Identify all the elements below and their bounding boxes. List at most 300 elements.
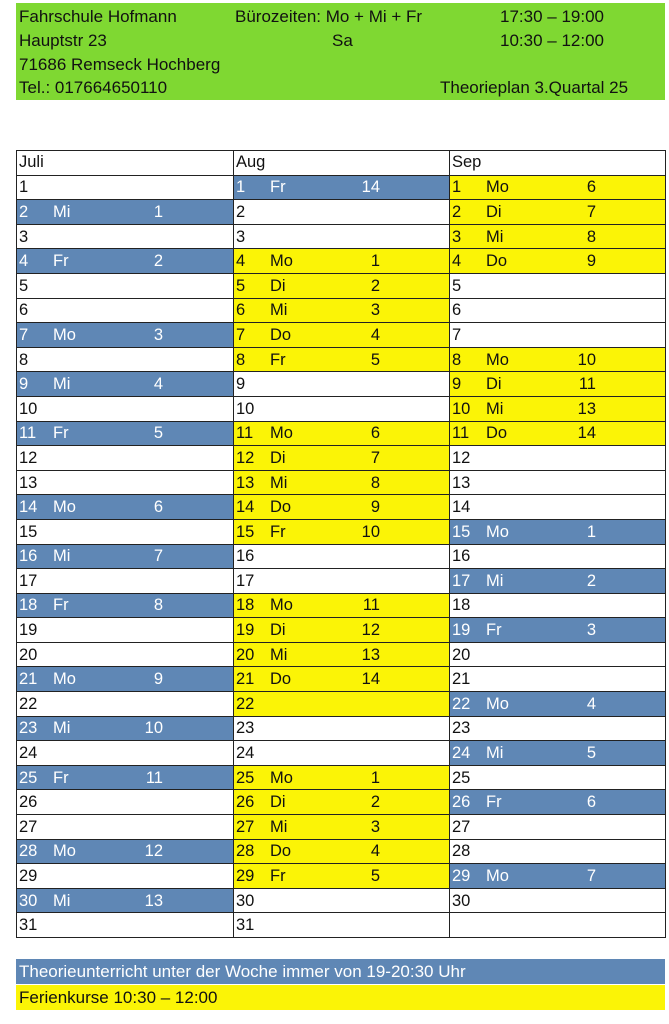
weekday: Do — [486, 252, 508, 271]
lesson-number: 2 — [153, 252, 163, 271]
weekday — [486, 817, 538, 837]
day-cell — [17, 593, 234, 618]
day-number: 9 — [19, 375, 29, 394]
lesson-number: 4 — [370, 325, 380, 344]
day-number: 9 — [236, 375, 246, 394]
day-cell — [450, 200, 666, 225]
day-cell — [450, 446, 666, 471]
calendar-row — [17, 347, 666, 372]
weekday — [53, 473, 105, 493]
weekday — [486, 595, 538, 615]
lesson-number — [322, 915, 380, 935]
calendar-table — [16, 150, 666, 938]
day-number: 20 — [452, 645, 471, 664]
day-cell — [17, 224, 234, 249]
weekday: Mo — [53, 325, 76, 344]
calendar-row — [17, 273, 666, 298]
weekday — [270, 374, 322, 394]
day-cell — [234, 347, 450, 372]
street: Hauptstr 23 — [19, 31, 107, 50]
day-number: 6 — [452, 301, 462, 320]
lesson-number: 5 — [153, 424, 163, 443]
day-cell — [450, 593, 666, 618]
city: 71686 Remseck Hochberg — [19, 55, 221, 74]
weekday: Fr — [53, 768, 69, 787]
lesson-number: 6 — [153, 498, 163, 517]
lesson-number: 5 — [370, 350, 380, 369]
day-number: 8 — [19, 350, 29, 369]
day-cell — [450, 864, 666, 889]
lesson-number: 2 — [586, 571, 596, 590]
day-number: 7 — [236, 325, 246, 344]
day-cell — [234, 495, 450, 520]
day-cell — [17, 495, 234, 520]
day-cell — [234, 323, 450, 348]
calendar-row — [17, 593, 666, 618]
day-cell — [234, 273, 450, 298]
day-number: 9 — [452, 375, 462, 394]
weekday — [53, 620, 105, 640]
weekday — [486, 300, 538, 320]
office-time-saturday: 10:30 – 12:00 — [500, 31, 604, 50]
weekday — [53, 177, 105, 197]
lesson-number — [538, 718, 596, 738]
day-cell — [17, 569, 234, 594]
weekday: Mi — [270, 817, 288, 836]
day-cell — [234, 372, 450, 397]
weekday: Do — [270, 670, 292, 689]
day-cell — [17, 347, 234, 372]
weekday — [486, 276, 538, 296]
day-cell — [17, 544, 234, 569]
weekday — [486, 841, 538, 861]
day-cell — [450, 470, 666, 495]
weekday: Mi — [53, 719, 71, 738]
day-cell — [234, 716, 450, 741]
day-number: 22 — [236, 694, 255, 713]
weekday: Mi — [486, 744, 504, 763]
weekday — [53, 399, 105, 419]
day-cell — [450, 790, 666, 815]
calendar-row — [17, 765, 666, 790]
day-cell — [450, 765, 666, 790]
lesson-number: 3 — [586, 621, 596, 640]
day-cell — [234, 888, 450, 913]
day-cell — [234, 765, 450, 790]
day-number: 12 — [19, 448, 38, 467]
day-number: 23 — [19, 719, 38, 738]
weekday: Fr — [486, 621, 502, 640]
lesson-number: 2 — [370, 793, 380, 812]
weekday — [53, 276, 105, 296]
day-number: 29 — [19, 867, 38, 886]
lesson-number: 11 — [145, 768, 163, 787]
office-time-weekdays: 17:30 – 19:00 — [500, 7, 604, 26]
day-number: 24 — [19, 744, 38, 763]
day-number: 28 — [452, 842, 471, 861]
day-number: 13 — [236, 473, 255, 492]
day-number: 17 — [452, 571, 471, 590]
day-number: 15 — [236, 522, 255, 541]
weekday: Do — [270, 325, 292, 344]
lesson-number — [105, 743, 163, 763]
lesson-number — [105, 694, 163, 714]
day-number: 16 — [19, 547, 38, 566]
lesson-number — [538, 497, 596, 517]
day-number: 3 — [19, 227, 29, 246]
lesson-number — [322, 891, 380, 911]
calendar-row — [17, 396, 666, 421]
lesson-number: 11 — [362, 596, 380, 615]
weekday-note: Theorieunterricht unter der Woche immer von 19-20:30 Uhr — [19, 962, 466, 981]
day-cell — [17, 888, 234, 913]
lesson-number: 7 — [153, 547, 163, 566]
day-cell — [234, 470, 450, 495]
day-number: 23 — [236, 719, 255, 738]
lesson-number — [538, 817, 596, 837]
lesson-number: 8 — [153, 596, 163, 615]
day-cell — [17, 421, 234, 446]
weekday: Mo — [486, 178, 509, 197]
day-number: 30 — [452, 891, 471, 910]
weekday: Fr — [270, 350, 286, 369]
weekday-note-bar — [16, 959, 665, 984]
day-number: 26 — [236, 793, 255, 812]
lesson-number — [322, 718, 380, 738]
day-number: 21 — [452, 670, 471, 689]
weekday — [53, 915, 105, 935]
day-cell — [234, 692, 450, 717]
day-cell — [17, 175, 234, 200]
day-cell — [17, 446, 234, 471]
calendar-row — [17, 175, 666, 200]
day-cell — [17, 741, 234, 766]
calendar-row — [17, 815, 666, 840]
weekday: Di — [270, 793, 286, 812]
lesson-number: 7 — [586, 867, 596, 886]
day-number: 20 — [236, 645, 255, 664]
weekday: Fr — [486, 793, 502, 812]
day-number: 18 — [452, 596, 471, 615]
day-number: 21 — [19, 670, 38, 689]
weekday — [53, 645, 105, 665]
day-number: 24 — [236, 744, 255, 763]
calendar-row — [17, 839, 666, 864]
calendar-row — [17, 642, 666, 667]
weekday: Mo — [53, 670, 76, 689]
lesson-number: 14 — [361, 178, 380, 197]
office-saturday-label: Sa — [332, 31, 353, 50]
weekday: Mo — [270, 768, 293, 787]
weekday: Mi — [486, 227, 504, 246]
day-cell — [450, 224, 666, 249]
day-number: 23 — [452, 719, 471, 738]
day-number: 25 — [452, 768, 471, 787]
day-number: 11 — [452, 424, 470, 443]
weekday — [486, 448, 538, 468]
lesson-number — [105, 571, 163, 591]
lesson-number — [322, 743, 380, 763]
calendar-row — [17, 495, 666, 520]
office-hours-label: Bürozeiten: Mo + Mi + Fr — [235, 7, 423, 26]
day-number: 8 — [452, 350, 462, 369]
calendar-row — [17, 741, 666, 766]
day-number: 12 — [236, 448, 255, 467]
lesson-number — [538, 448, 596, 468]
phone: Tel.: 017664650110 — [19, 78, 168, 97]
day-cell — [17, 913, 234, 938]
weekday — [53, 350, 105, 370]
day-number: 5 — [236, 276, 246, 295]
day-number: 16 — [452, 547, 471, 566]
day-number: 22 — [19, 694, 38, 713]
day-number: 29 — [452, 867, 471, 886]
day-cell — [234, 519, 450, 544]
day-number: 19 — [19, 621, 38, 640]
day-number: 1 — [452, 178, 462, 197]
weekday — [53, 227, 105, 247]
lesson-number — [105, 350, 163, 370]
day-cell — [17, 815, 234, 840]
day-cell — [450, 888, 666, 913]
calendar-row — [17, 667, 666, 692]
calendar-row — [17, 421, 666, 446]
weekday: Mo — [486, 867, 509, 886]
weekday — [486, 768, 538, 788]
weekday — [53, 694, 105, 714]
day-cell — [234, 618, 450, 643]
weekday: Fr — [53, 252, 69, 271]
weekday: Mo — [270, 424, 293, 443]
lesson-number: 4 — [586, 694, 596, 713]
school-name: Fahrschule Hofmann — [19, 7, 177, 26]
day-cell — [17, 470, 234, 495]
lesson-number: 11 — [578, 375, 596, 394]
lesson-number: 9 — [586, 252, 596, 271]
weekday — [53, 448, 105, 468]
lesson-number — [105, 276, 163, 296]
weekday — [270, 227, 322, 247]
day-number: 15 — [19, 522, 38, 541]
weekday: Di — [486, 375, 502, 394]
day-number: 11 — [236, 424, 254, 443]
month-header-september: Sep — [450, 151, 666, 176]
day-number: 31 — [19, 916, 38, 935]
day-number: 14 — [452, 498, 471, 517]
lesson-number: 3 — [153, 325, 163, 344]
weekday — [270, 202, 322, 222]
day-cell — [450, 298, 666, 323]
lesson-number — [105, 792, 163, 812]
day-number: 4 — [236, 252, 246, 271]
lesson-number: 5 — [586, 744, 596, 763]
day-cell — [17, 667, 234, 692]
lesson-number — [105, 448, 163, 468]
day-cell — [450, 323, 666, 348]
lesson-number: 1 — [586, 522, 596, 541]
weekday: Mi — [53, 891, 71, 910]
calendar-row — [17, 692, 666, 717]
lesson-number — [322, 571, 380, 591]
weekday: Fr — [270, 867, 286, 886]
day-cell — [17, 396, 234, 421]
day-number: 24 — [452, 744, 471, 763]
lesson-number — [322, 227, 380, 247]
weekday: Mi — [270, 473, 288, 492]
lesson-number: 13 — [361, 645, 380, 664]
weekday — [486, 497, 538, 517]
lesson-number: 5 — [370, 867, 380, 886]
day-number: 12 — [452, 448, 471, 467]
lesson-number: 13 — [144, 891, 163, 910]
weekday: Do — [486, 424, 508, 443]
weekday — [486, 645, 538, 665]
lesson-number — [322, 374, 380, 394]
day-cell — [234, 396, 450, 421]
day-number: 11 — [19, 424, 37, 443]
calendar-row — [17, 470, 666, 495]
day-number: 15 — [452, 522, 471, 541]
lesson-number — [322, 694, 380, 714]
day-cell — [17, 372, 234, 397]
month-header-row — [17, 151, 666, 176]
day-number: 3 — [452, 227, 462, 246]
day-cell — [234, 175, 450, 200]
weekday — [270, 891, 322, 911]
day-cell — [234, 790, 450, 815]
lesson-number — [538, 325, 596, 345]
weekday: Mo — [53, 842, 76, 861]
lesson-number: 6 — [370, 424, 380, 443]
calendar-row — [17, 372, 666, 397]
weekday: Mi — [486, 571, 504, 590]
day-number: 18 — [236, 596, 255, 615]
lesson-number — [105, 177, 163, 197]
weekday: Mi — [53, 547, 71, 566]
day-cell — [17, 200, 234, 225]
calendar-row — [17, 323, 666, 348]
calendar-row — [17, 618, 666, 643]
weekday — [53, 300, 105, 320]
weekday — [486, 718, 538, 738]
weekday — [53, 866, 105, 886]
weekday — [270, 571, 322, 591]
weekday — [486, 669, 538, 689]
weekday: Mo — [486, 694, 509, 713]
day-number: 20 — [19, 645, 38, 664]
day-number: 2 — [452, 202, 462, 221]
day-cell — [450, 839, 666, 864]
day-cell — [450, 913, 666, 938]
lesson-number — [105, 620, 163, 640]
calendar-row — [17, 200, 666, 225]
weekday: Mo — [270, 596, 293, 615]
day-cell — [450, 692, 666, 717]
day-cell — [450, 372, 666, 397]
day-cell — [450, 249, 666, 274]
day-number: 30 — [19, 891, 38, 910]
weekday: Mo — [270, 252, 293, 271]
day-cell — [450, 396, 666, 421]
day-number: 8 — [236, 350, 246, 369]
weekday: Di — [270, 276, 286, 295]
day-number: 26 — [452, 793, 471, 812]
day-number: 10 — [19, 399, 38, 418]
weekday: Di — [270, 448, 286, 467]
day-cell — [450, 175, 666, 200]
calendar-row — [17, 888, 666, 913]
calendar-row — [17, 249, 666, 274]
day-cell — [450, 667, 666, 692]
day-number: 13 — [19, 473, 38, 492]
day-cell — [450, 421, 666, 446]
lesson-number — [538, 891, 596, 911]
lesson-number: 14 — [361, 670, 380, 689]
lesson-number — [105, 522, 163, 542]
day-number: 25 — [19, 768, 38, 787]
month-header-july: Juli — [17, 151, 234, 176]
day-cell — [17, 790, 234, 815]
day-number: 17 — [19, 571, 38, 590]
day-number: 14 — [19, 498, 38, 517]
weekday: Di — [486, 202, 502, 221]
lesson-number — [538, 473, 596, 493]
day-number: 22 — [452, 694, 471, 713]
lesson-number — [322, 202, 380, 222]
weekday — [486, 891, 538, 911]
weekday: Mi — [53, 202, 71, 221]
day-cell — [234, 815, 450, 840]
day-cell — [234, 421, 450, 446]
day-number: 4 — [19, 252, 29, 271]
day-cell — [234, 642, 450, 667]
weekday — [53, 792, 105, 812]
weekday: Di — [270, 621, 286, 640]
day-cell — [234, 864, 450, 889]
day-number: 30 — [236, 891, 255, 910]
lesson-number: 2 — [370, 276, 380, 295]
lesson-number — [538, 595, 596, 615]
day-number: 13 — [452, 473, 471, 492]
lesson-number — [538, 645, 596, 665]
calendar-row — [17, 446, 666, 471]
day-number: 29 — [236, 867, 255, 886]
weekday — [53, 743, 105, 763]
weekday — [270, 694, 322, 714]
day-number: 10 — [236, 399, 255, 418]
weekday: Fr — [270, 522, 286, 541]
day-cell — [450, 495, 666, 520]
day-cell — [234, 249, 450, 274]
day-number: 19 — [452, 621, 471, 640]
lesson-number — [105, 399, 163, 419]
day-cell — [234, 913, 450, 938]
header-banner — [16, 3, 665, 100]
day-cell — [450, 741, 666, 766]
weekday — [270, 743, 322, 763]
weekday — [270, 399, 322, 419]
calendar-row — [17, 544, 666, 569]
day-number: 16 — [236, 547, 255, 566]
weekday: Mo — [486, 350, 509, 369]
calendar-row — [17, 569, 666, 594]
day-cell — [17, 249, 234, 274]
day-cell — [450, 273, 666, 298]
lesson-number: 8 — [586, 227, 596, 246]
weekday: Mi — [53, 375, 71, 394]
weekday — [486, 473, 538, 493]
day-number: 31 — [236, 916, 255, 935]
